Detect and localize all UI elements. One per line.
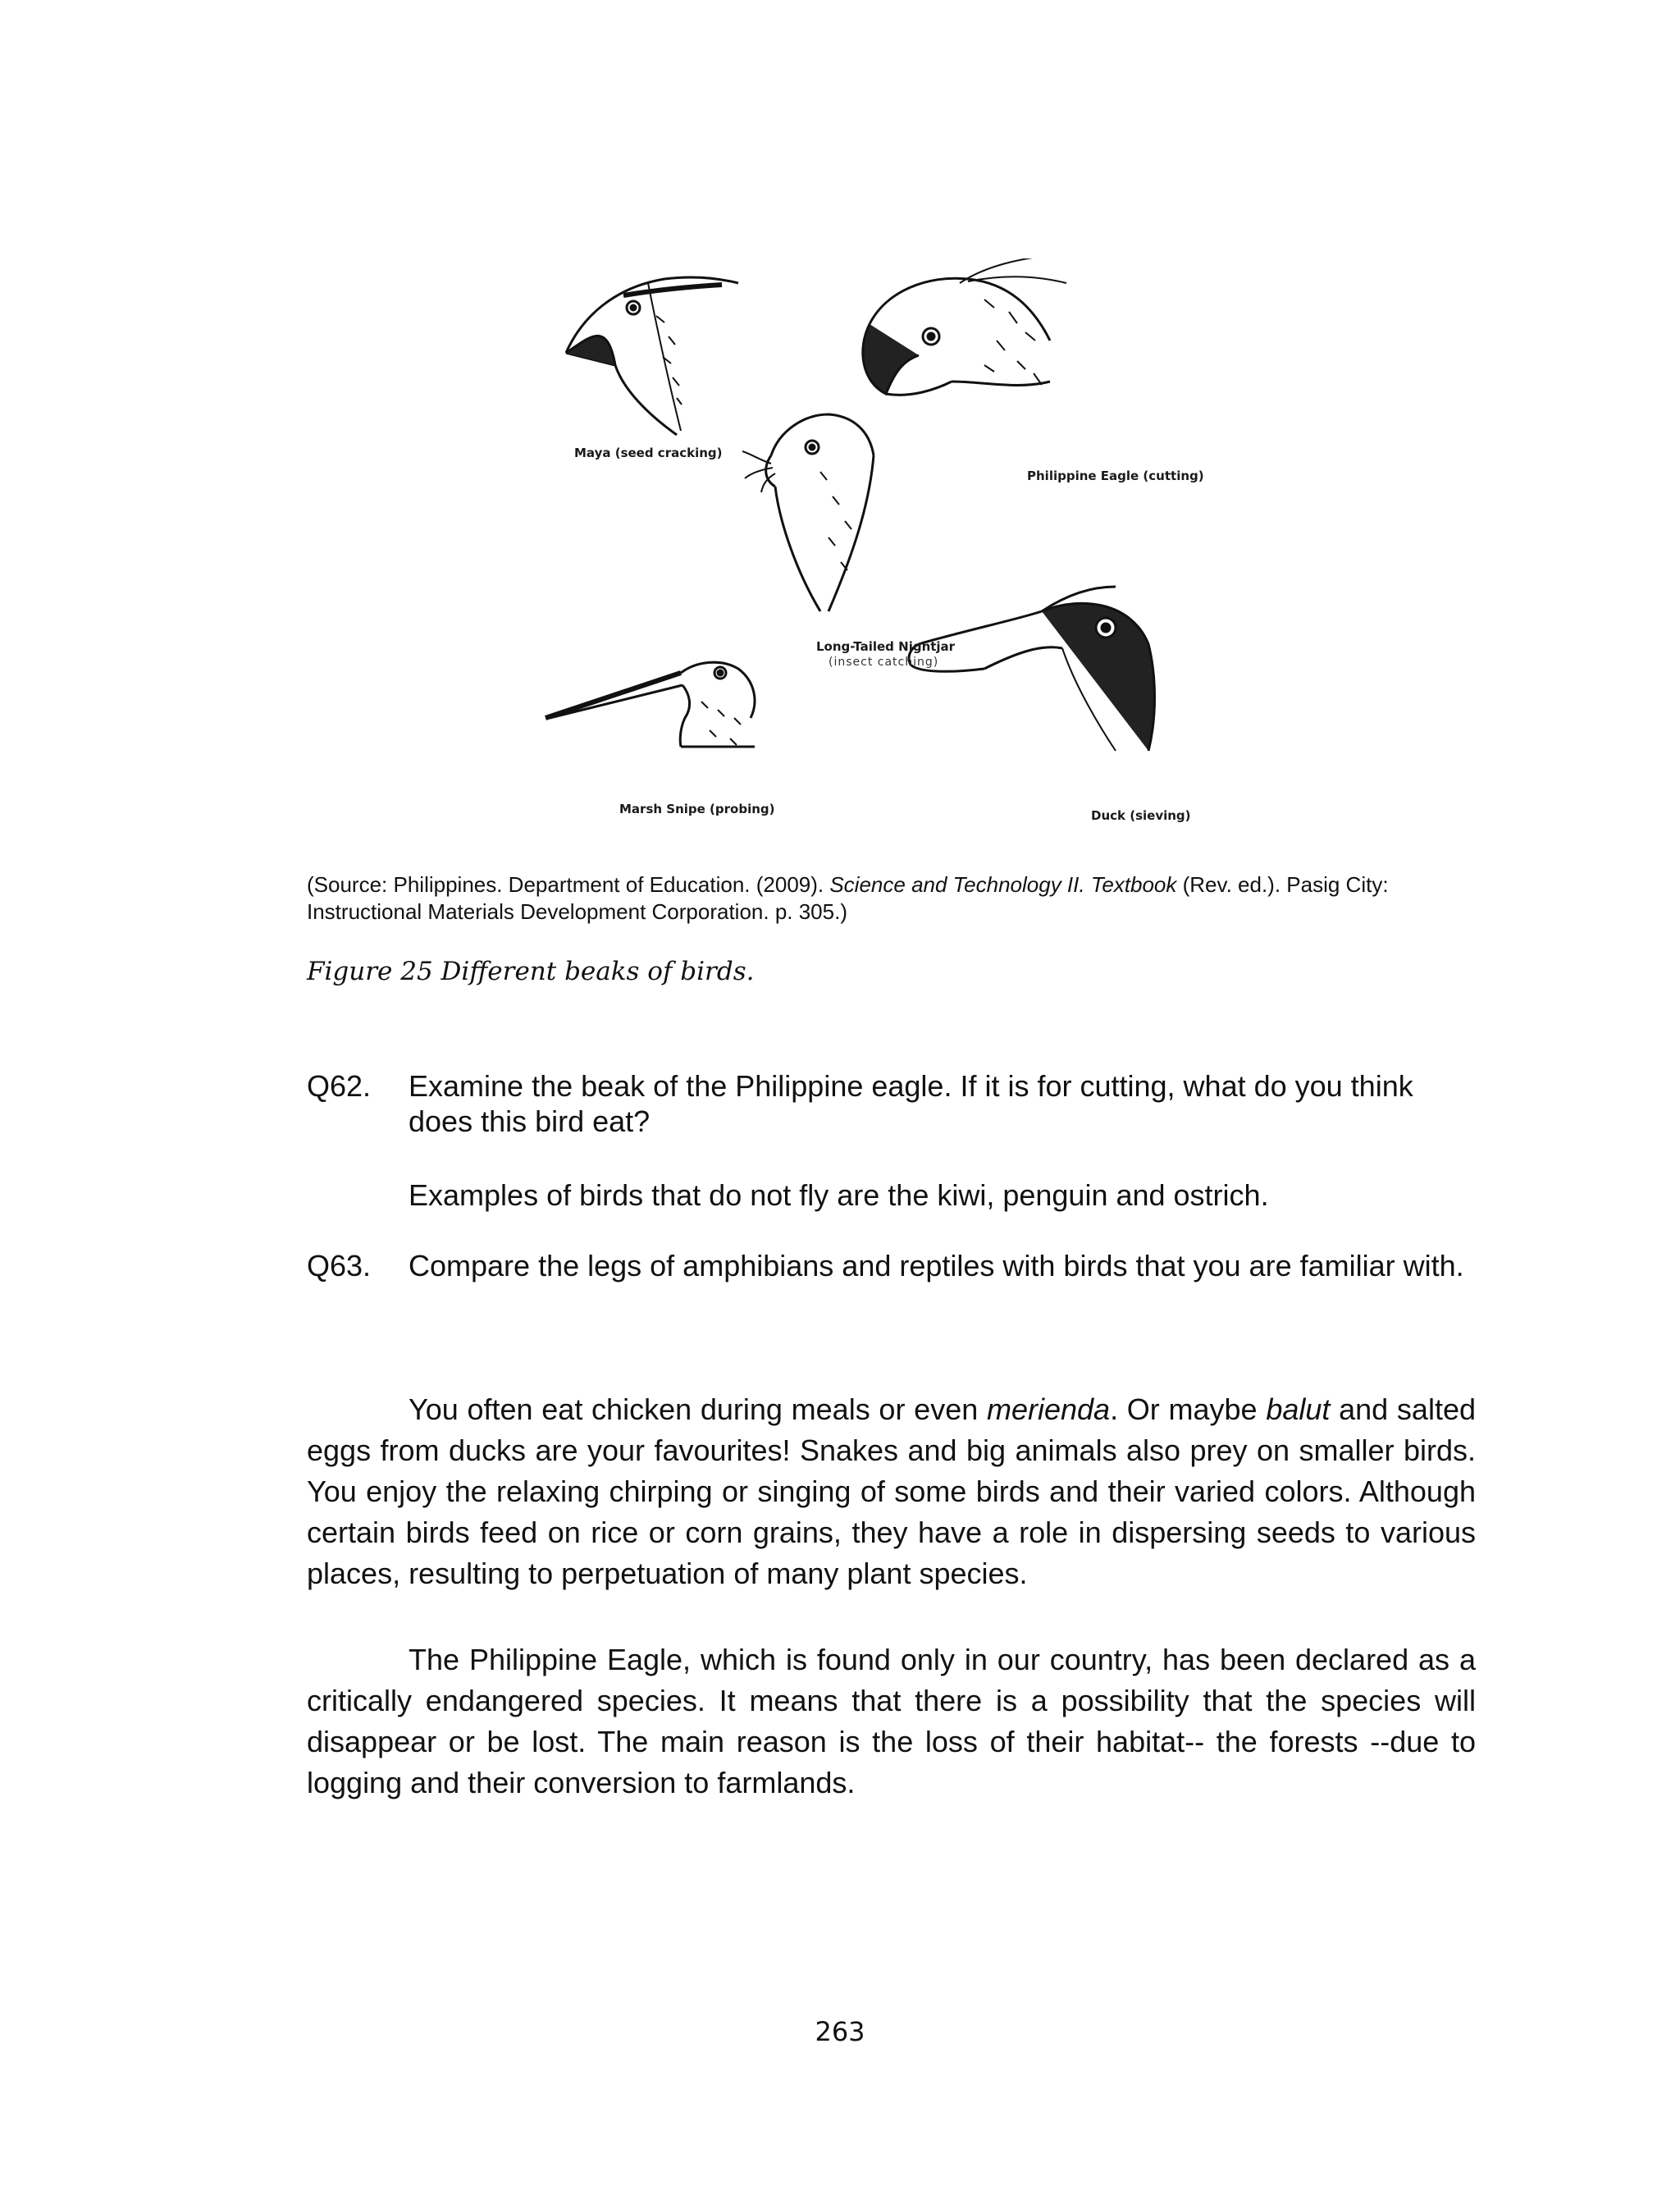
snipe-label: Marsh Snipe (probing) — [619, 802, 775, 816]
question-text: Examine the beak of the Philippine eagle. If it is for cutting, what do you think does this bird eat? — [409, 1069, 1413, 1138]
figure-source — [307, 871, 1488, 926]
nightjar-label: Long-Tailed Nightjar — [816, 639, 956, 654]
question-number: Q63. — [307, 1249, 372, 1282]
page-number: 263 — [815, 2016, 865, 2047]
maya-label: Maya (seed cracking) — [574, 446, 723, 460]
question-number: Q62. — [307, 1069, 372, 1103]
source-title: Science and Technology II. Textbook — [829, 872, 1177, 897]
maya-head-drawing — [566, 277, 738, 435]
paragraph-birds-uses — [307, 1389, 1476, 1594]
source-suffix: (Rev. ed.). Pasig City: Instructional Materials Development Corporation. p. 305.) — [307, 872, 1389, 924]
nightjar-sublabel: (insect catching) — [829, 656, 939, 669]
para1-merienda: merienda — [986, 1392, 1111, 1426]
snipe-head-drawing — [546, 662, 755, 747]
source-prefix: (Source: Philippines. Department of Education. (2009). — [307, 872, 830, 897]
para1-balut: balut — [1266, 1392, 1331, 1426]
eagle-head-drawing — [863, 258, 1066, 395]
para1-part3: and salted eggs from ducks are your favourites! Snakes and big animals also prey on smaller birds. You enjoy the relaxing chirping or singing of some birds and their varied colors. Although certain birds feed on rice or corn grains, they have a role in dispersing seeds to various places, resulting to perpetuation of many plant species. — [307, 1392, 1476, 1590]
eagle-label: Philippine Eagle (cutting) — [1027, 469, 1204, 483]
bird-beaks-illustration — [525, 258, 1263, 833]
note-text: Examples of birds that do not fly are the kiwi, penguin and ostrich. — [409, 1178, 1269, 1212]
paragraph-philippine-eagle: The Philippine Eagle, which is found only in our country, has been declared as a critically endangered species. It means that there is a possibility that the species will disappear or be lost. The main reason is the loss of their habitat-- the forests --due to logging and their conversion to farmlands. — [307, 1643, 1476, 1799]
question-text: Compare the legs of amphibians and reptiles with birds that you are familiar with. — [409, 1249, 1464, 1282]
bird-beaks-figure — [525, 258, 1263, 833]
duck-label: Duck (sieving) — [1091, 808, 1191, 823]
para1-part1: You often eat chicken during meals or even — [409, 1392, 987, 1426]
figure-caption: Figure 25 Different beaks of birds. — [307, 957, 755, 986]
nightjar-head-drawing — [742, 414, 874, 611]
para1-part2: . Or maybe — [1110, 1392, 1267, 1426]
duck-head-drawing — [909, 587, 1154, 751]
